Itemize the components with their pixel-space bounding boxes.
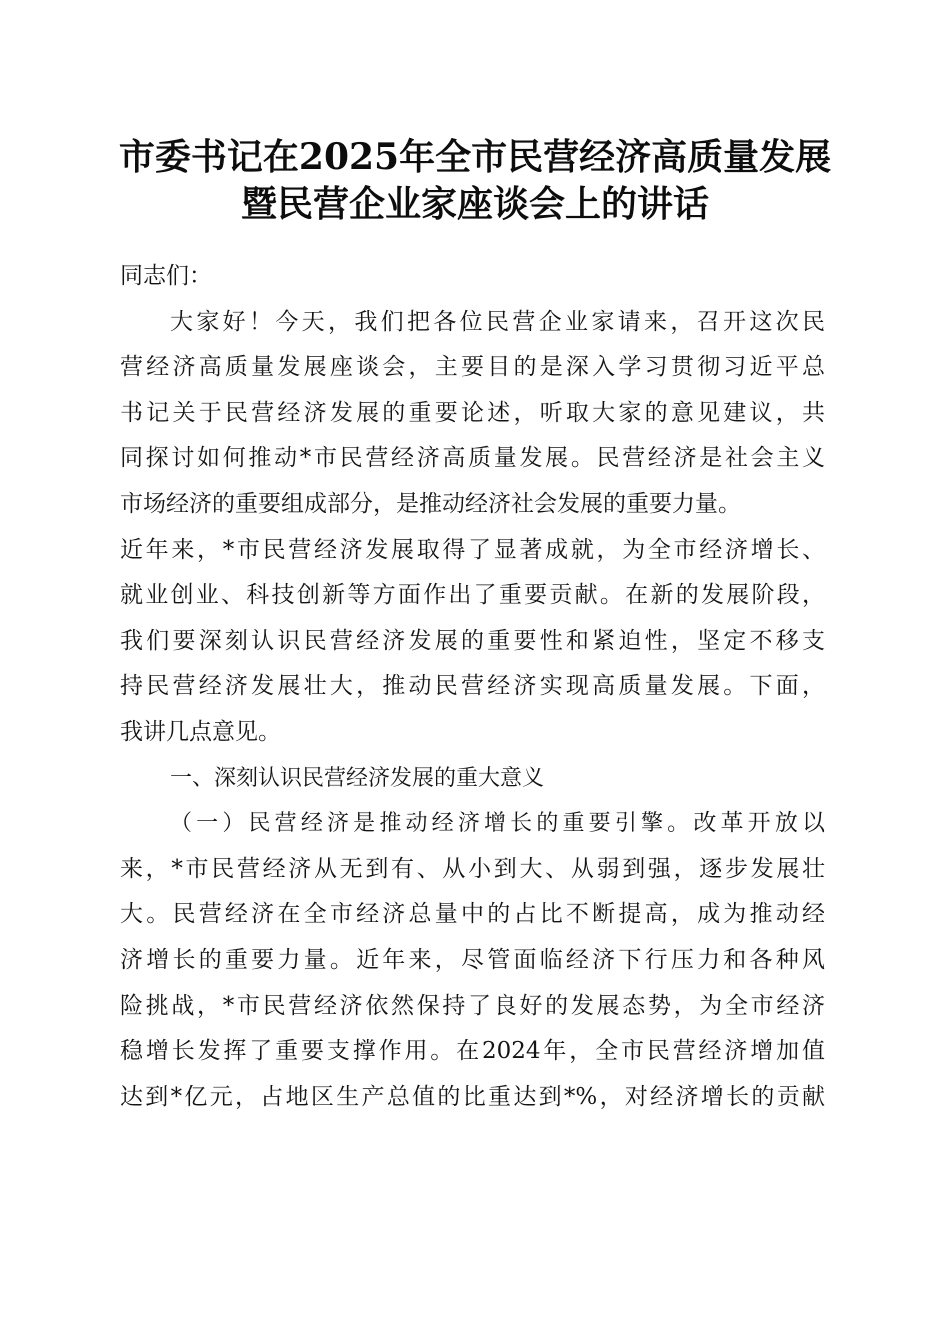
subsection-first-line: [120, 801, 825, 847]
paragraph-line: 济增长的重要力量。近年来，尽管面临经济下行压力和各种风: [120, 946, 825, 973]
paragraph-line: 持民营经济发展壮大，推动民营经济实现高质量发展。下面，: [120, 673, 825, 700]
paragraph-line: 稳增长发挥了重要支撑作用。在2024年，全市民营经济增加值: [120, 1038, 825, 1065]
paragraph-line: 近年来，*市民营经济发展取得了显著成就，为全市经济增长、: [120, 536, 825, 563]
subsection-line-text: 改革开放以: [693, 810, 825, 837]
document-body: [120, 254, 825, 1120]
salutation: 同志们：: [120, 263, 212, 289]
paragraph-line: 就业创业、科技创新等方面作出了重要贡献。在新的发展阶段，: [120, 582, 825, 609]
paragraph-line: 大家好！今天，我们把各位民营企业家请来，召开这次民: [170, 308, 825, 335]
paragraph-line: 营经济高质量发展座谈会，主要目的是深入学习贯彻习近平总: [120, 354, 825, 381]
paragraph-line: 来，*市民营经济从无到有、从小到大、从弱到强，逐步发展壮: [120, 855, 825, 882]
document-title-line-2: 暨民营企业家座谈会上的讲话: [240, 183, 709, 225]
paragraph-line: 书记关于民营经济发展的重要论述，听取大家的意见建议，共: [120, 399, 825, 426]
paragraph-line: 我讲几点意见。: [120, 718, 281, 745]
paragraph-line: 达到*亿元，占地区生产总值的比重达到*%，对经济增长的贡献: [120, 1083, 825, 1110]
document-title-line-1: 市委书记在2025年全市民营经济高质量发展: [118, 136, 832, 178]
subsection-heading: （一）民营经济是推动经济增长的重要引擎。: [170, 811, 694, 837]
paragraph-line: 市场经济的重要组成部分，是推动经济社会发展的重要力量。: [120, 490, 741, 517]
paragraph-line: 险挑战，*市民营经济依然保持了良好的发展态势，为全市经济: [120, 992, 825, 1019]
paragraph-line: 大。民营经济在全市经济总量中的占比不断提高，成为推动经: [120, 901, 825, 928]
paragraph-line: 我们要深刻认识民营经济发展的重要性和紧迫性，坚定不移支: [120, 627, 825, 654]
paragraph-line: 同探讨如何推动*市民营经济高质量发展。民营经济是社会主义: [120, 445, 825, 472]
section-heading: 一、深刻认识民营经济发展的重大意义: [170, 765, 545, 791]
